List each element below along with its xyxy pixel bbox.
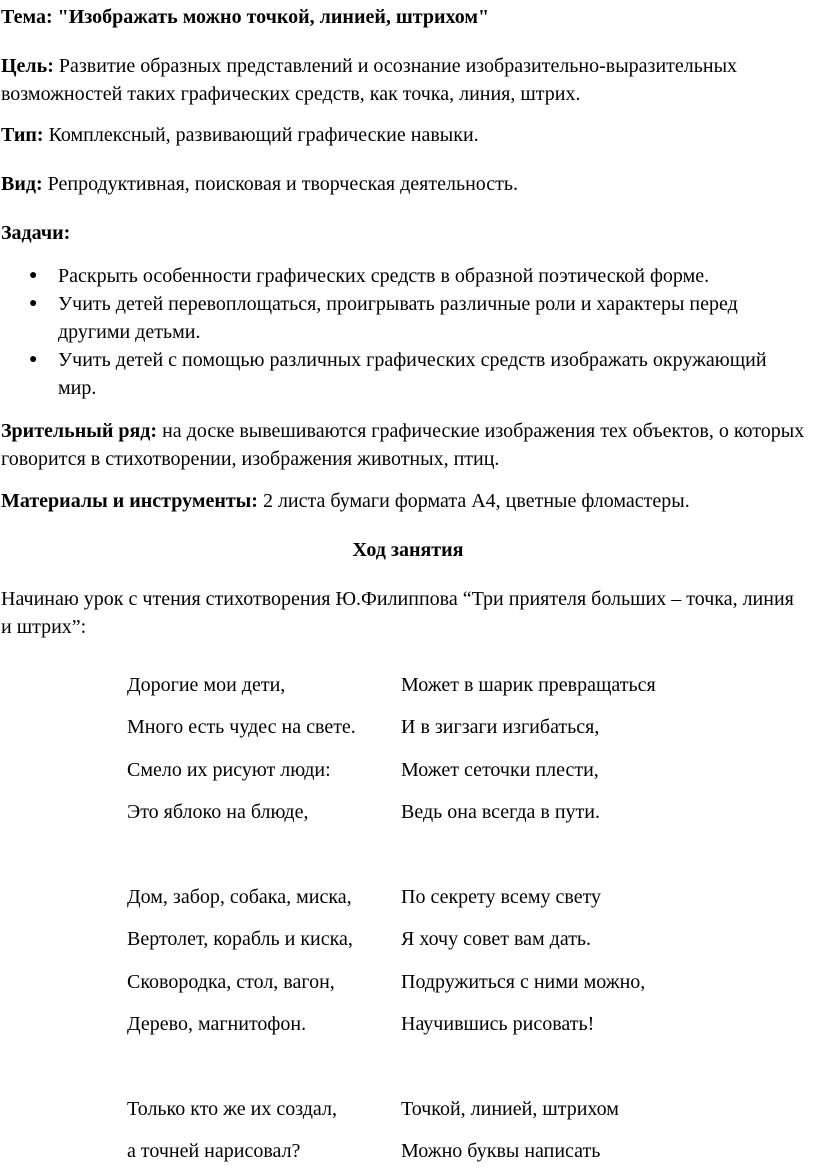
goal-text: Развитие образных представлений и осознание изобразительно-выразительных возможностей таких графических средств, как точка, линия, штрих. <box>1 55 738 105</box>
poem-left-line: Дом, забор, собака, миска, <box>127 886 352 908</box>
poem-right-line: Подружиться с ними можно, <box>401 971 646 993</box>
visual-label: Зрительный ряд: <box>1 420 158 442</box>
bullet-icon: ● <box>29 352 38 367</box>
goal-label: Цель: <box>1 55 54 77</box>
tasks-list <box>0 262 810 402</box>
poem-right-line: Может в шарик превращаться <box>401 674 656 696</box>
goal-paragraph <box>1 52 811 108</box>
lesson-intro: Начинаю урок с чтения стихотворения Ю.Филиппова “Три приятеля больших – точка, линия и штрих”: <box>1 588 794 638</box>
visual-paragraph <box>1 417 811 473</box>
type-label: Тип: <box>1 124 44 146</box>
bullet-icon: ● <box>29 296 38 311</box>
task-text: Учить детей перевоплощаться, проигрывать различные роли и характеры перед другими детьми. <box>58 293 738 343</box>
topic-label: Тема: "Изображать можно точкой, линией, штрихом" <box>1 6 490 28</box>
tasks-heading <box>1 219 811 247</box>
poem-left-line: Только кто же их создал, <box>127 1098 337 1120</box>
poem-right-line: Я хочу совет вам дать. <box>401 928 592 950</box>
materials-text: 2 листа бумаги формата А4, цветные фломастеры. <box>257 490 690 512</box>
list-item <box>0 346 798 402</box>
kind-text: Репродуктивная, поисковая и творческая деятельность. <box>42 173 519 195</box>
type-text: Комплексный, развивающий графические навыки. <box>43 124 479 146</box>
list-item <box>0 262 798 290</box>
poem-right-line: Точкой, линией, штрихом <box>401 1098 619 1120</box>
list-item <box>0 290 798 346</box>
poem-left-line: Сковородка, стол, вагон, <box>127 971 335 993</box>
poem-left-line: а точней нарисовал? <box>127 1140 301 1162</box>
poem-right-line: Ведь она всегда в пути. <box>401 801 601 823</box>
tasks-label: Задачи: <box>1 222 71 244</box>
visual-text: на доске вывешиваются графические изображения тех объектов, о которых говорится в стихотворении, изображения животных, птиц. <box>1 420 805 470</box>
poem-left-line: Смело их рисуют люди: <box>127 759 331 781</box>
topic-line <box>1 3 811 31</box>
materials-label: Материалы и инструменты: <box>1 490 258 512</box>
poem-right-line: По секрету всему свету <box>401 886 602 908</box>
poem-left-line: Вертолет, корабль и киска, <box>127 928 353 950</box>
kind-label: Вид: <box>1 173 43 195</box>
bullet-icon: ● <box>29 268 38 283</box>
kind-paragraph <box>1 170 811 198</box>
materials-paragraph <box>1 487 811 515</box>
task-text: Раскрыть особенности графических средств в образной поэтической форме. <box>58 265 710 287</box>
type-paragraph <box>1 121 811 149</box>
poem-right-line: Можно буквы написать <box>401 1140 601 1162</box>
poem-left-line: Дерево, магнитофон. <box>127 1013 307 1035</box>
lesson-heading: Ход занятия <box>352 539 464 561</box>
poem-right-line: Может сеточки плести, <box>401 759 599 781</box>
poem-left-line: Много есть чудес на свете. <box>127 716 356 738</box>
poem-right-line: И в зигзаги изгибаться, <box>401 716 600 738</box>
task-text: Учить детей с помощью различных графических средств изображать окружающий мир. <box>58 349 767 399</box>
poem-left-line: Дорогие мои дети, <box>127 674 286 696</box>
poem-right-line: Научившись рисовать! <box>401 1013 595 1035</box>
poem-left-line: Это яблоко на блюде, <box>127 801 309 823</box>
